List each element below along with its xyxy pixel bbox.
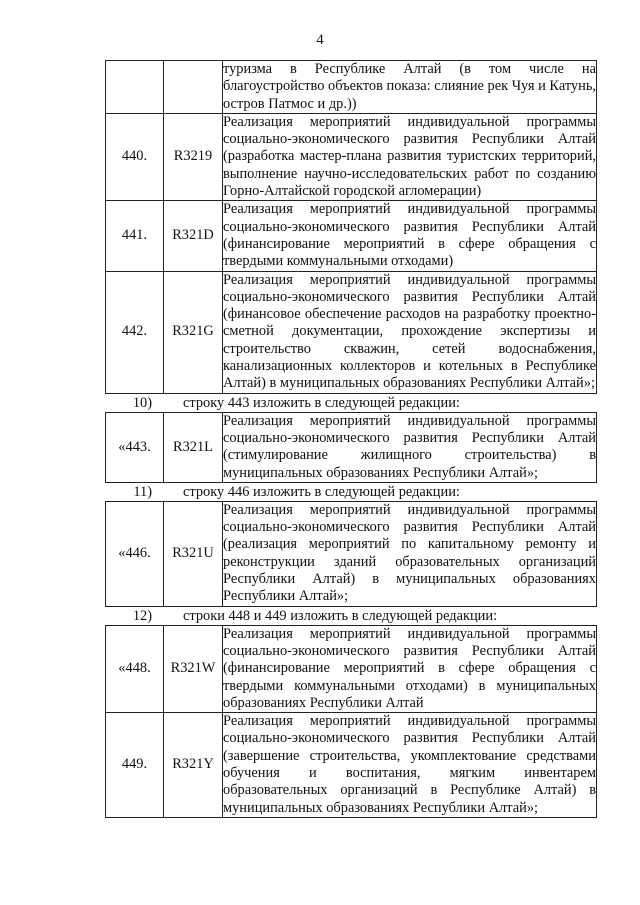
- row-description: Реализация мероприятий индивидуальной программы социально-экономического развития Республики Алтай (финансирование мероприятий в сфере обращения с твердыми коммунальными отходами): [223, 201, 596, 270]
- amendment-instruction: [105, 483, 597, 501]
- instruction-number: 12): [132, 607, 152, 624]
- table-row: [106, 501, 597, 606]
- row-number: «448.: [106, 625, 164, 712]
- amendment-instruction: [105, 394, 597, 412]
- row-number: 440.: [106, 113, 164, 200]
- table-row: [106, 271, 597, 393]
- page-number: 4: [316, 32, 324, 48]
- table-row: [106, 412, 597, 482]
- row-description: Реализация мероприятий индивидуальной программы социально-экономического развития Республики Алтай (финансирование мероприятий в сфере обращения с твердыми коммунальными отходами) в муниципальных образованиях Республики Алтай: [223, 625, 596, 711]
- row-description: Реализация мероприятий индивидуальной программы социально-экономического развития Республики Алтай (разработка мастер-плана развития туристских территорий, выполнение научно-исследовательских работ по созданию Горно-Алтайской городской агломерации): [223, 113, 596, 200]
- row-description: туризма в Республике Алтай (в том числе на благоустройство объектов показа: слияние рек Чуя и Катунь, остров Патмос и др.)): [223, 61, 596, 112]
- row-number: 442.: [106, 271, 164, 393]
- row-code: R321W: [164, 625, 223, 712]
- instruction-text: строку 446 изложить в следующей редакции:: [183, 483, 460, 500]
- table-row: [106, 201, 597, 271]
- row-number: «443.: [106, 412, 164, 482]
- budget-codes-table: [105, 501, 597, 607]
- row-code: R321U: [164, 501, 223, 606]
- table-row: [106, 61, 597, 114]
- row-number: 449.: [106, 713, 164, 818]
- amendment-instruction: [105, 607, 597, 625]
- row-number: [106, 61, 164, 114]
- row-description: Реализация мероприятий индивидуальной программы социально-экономического развития Республики Алтай (завершение строительства, укомплектование средствами обучения и воспитания, мягким инвентарем образовательных организаций в Республике Алтай) в муниципальных образованиях Республики Алтай»;: [223, 713, 596, 816]
- row-description: Реализация мероприятий индивидуальной программы социально-экономического развития Республики Алтай (реализация мероприятий по капитальному ремонту и реконструкции зданий образовательных организаций Республики Алтай) в муниципальных образованиях Республики Алтай»;: [223, 501, 596, 605]
- row-code: R321L: [164, 412, 223, 482]
- table-row: [106, 625, 597, 712]
- budget-codes-table: [105, 412, 597, 483]
- instruction-text: строки 448 и 449 изложить в следующей редакции:: [183, 607, 498, 624]
- row-number: 441.: [106, 201, 164, 271]
- instruction-text: строку 443 изложить в следующей редакции:: [183, 394, 460, 411]
- row-code: [164, 61, 223, 114]
- row-code: R321Y: [164, 713, 223, 818]
- row-code: R321G: [164, 271, 223, 393]
- row-code: R321D: [164, 201, 223, 271]
- table-row: [106, 113, 597, 200]
- row-description: Реализация мероприятий индивидуальной программы социально-экономического развития Республики Алтай (стимулирование жилищного строительства) в муниципальных образованиях Республики Алтай»;: [223, 412, 596, 481]
- row-number: «446.: [106, 501, 164, 606]
- row-description: Реализация мероприятий индивидуальной программы социально-экономического развития Республики Алтай (финансовое обеспечение расходов на разработку проектно-сметной документации, прохождение экспертизы и строительство скважин, сетей водоснабжения, канализационных коллекторов и котельных в Республике Алтай) в муниципальных образованиях Республики Алтай»;: [223, 271, 596, 392]
- instruction-number: 10): [132, 394, 152, 411]
- budget-codes-table: [105, 60, 597, 394]
- document-body: [105, 60, 597, 818]
- row-code: R3219: [164, 113, 223, 200]
- budget-codes-table: [105, 625, 597, 818]
- table-row: [106, 713, 597, 818]
- instruction-number: 11): [133, 483, 152, 500]
